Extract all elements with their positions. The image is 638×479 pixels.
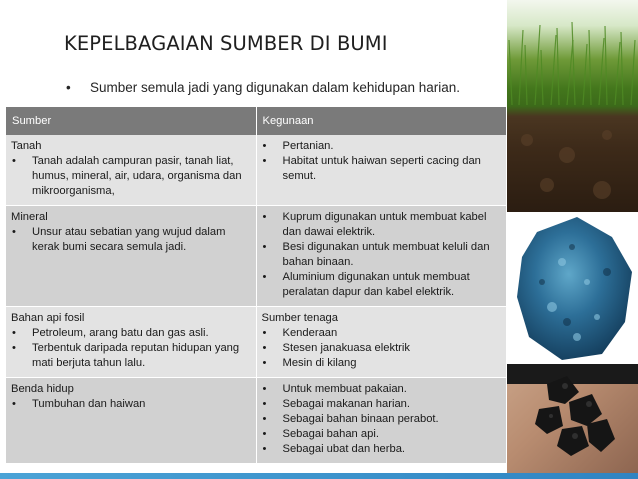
bullet-item: • Sebagai ubat dan herba.	[262, 442, 502, 457]
source-cell	[6, 307, 256, 378]
grass-soil-photo	[507, 0, 638, 212]
mineral-rock-photo	[507, 212, 638, 364]
cell-heading: Bahan api fosil	[11, 312, 85, 324]
bullet-item: • Terbentuk daripada reputan hidupan yang mati berjuta tahun lalu.	[11, 341, 252, 371]
bullet-item: • Stesen janakuasa elektrik	[262, 341, 502, 356]
bullet-list	[262, 382, 502, 457]
bullet-item: • Unsur atau sebatian yang wujud dalam kerak bumi secara semula jadi.	[11, 225, 252, 255]
mineral-rock-illustration	[507, 212, 638, 364]
slide-subtitle	[66, 80, 460, 95]
subtitle-bullet: •	[66, 80, 71, 95]
table-header-row	[6, 107, 506, 135]
bullet-item: • Tanah adalah campuran pasir, tanah liat, humus, mineral, air, udara, organisma dan mikroorganisma,	[11, 154, 252, 199]
bullet-list	[11, 225, 252, 255]
bullet-list	[262, 210, 502, 300]
bottom-accent-bar	[0, 473, 638, 479]
bullet-item: • Aluminium digunakan untuk membuat peralatan dapur dan kabel elektrik.	[262, 270, 502, 300]
bullet-list	[262, 326, 502, 371]
cell-heading: Sumber tenaga	[261, 312, 338, 324]
table-row	[6, 206, 506, 307]
source-cell	[6, 378, 256, 464]
use-cell	[256, 206, 506, 307]
bullet-item: • Sebagai bahan binaan perabot.	[262, 412, 502, 427]
bullet-item: • Pertanian.	[262, 139, 502, 154]
bullet-list	[11, 154, 252, 199]
cell-heading: Tanah	[11, 140, 42, 152]
subtitle-text: Sumber semula jadi yang digunakan dalam kehidupan harian.	[90, 80, 460, 95]
bullet-item: • Sebagai makanan harian.	[262, 397, 502, 412]
use-cell	[256, 307, 506, 378]
source-cell	[6, 206, 256, 307]
source-cell	[6, 135, 256, 206]
slide-title: KEPELBAGAIAN SUMBER DI BUMI	[64, 32, 388, 55]
bullet-item: • Mesin di kilang	[262, 356, 502, 371]
bullet-item: • Sebagai bahan api.	[262, 427, 502, 442]
use-cell	[256, 378, 506, 464]
cell-heading: Mineral	[11, 211, 48, 223]
bullet-list	[11, 326, 252, 371]
table-row	[6, 307, 506, 378]
resources-table	[6, 107, 507, 464]
cell-heading: Benda hidup	[11, 383, 74, 395]
coal-in-hands-photo	[507, 364, 638, 474]
bullet-item: • Untuk membuat pakaian.	[262, 382, 502, 397]
coal-illustration	[507, 364, 638, 474]
bullet-list	[11, 397, 252, 412]
bullet-item: • Habitat untuk haiwan seperti cacing dan semut.	[262, 154, 502, 184]
header-use: Kegunaan	[256, 107, 506, 135]
bullet-item: • Petroleum, arang batu dan gas asli.	[11, 326, 252, 341]
grass-soil-illustration	[507, 0, 638, 212]
header-source: Sumber	[6, 107, 256, 135]
bullet-item: • Kenderaan	[262, 326, 502, 341]
bullet-item: • Besi digunakan untuk membuat keluli dan bahan binaan.	[262, 240, 502, 270]
bullet-item: • Tumbuhan dan haiwan	[11, 397, 252, 412]
table-row	[6, 378, 506, 464]
table-body	[6, 135, 506, 464]
use-cell	[256, 135, 506, 206]
table-row	[6, 135, 506, 206]
bullet-item: • Kuprum digunakan untuk membuat kabel dan dawai elektrik.	[262, 210, 502, 240]
bullet-list	[262, 139, 502, 184]
